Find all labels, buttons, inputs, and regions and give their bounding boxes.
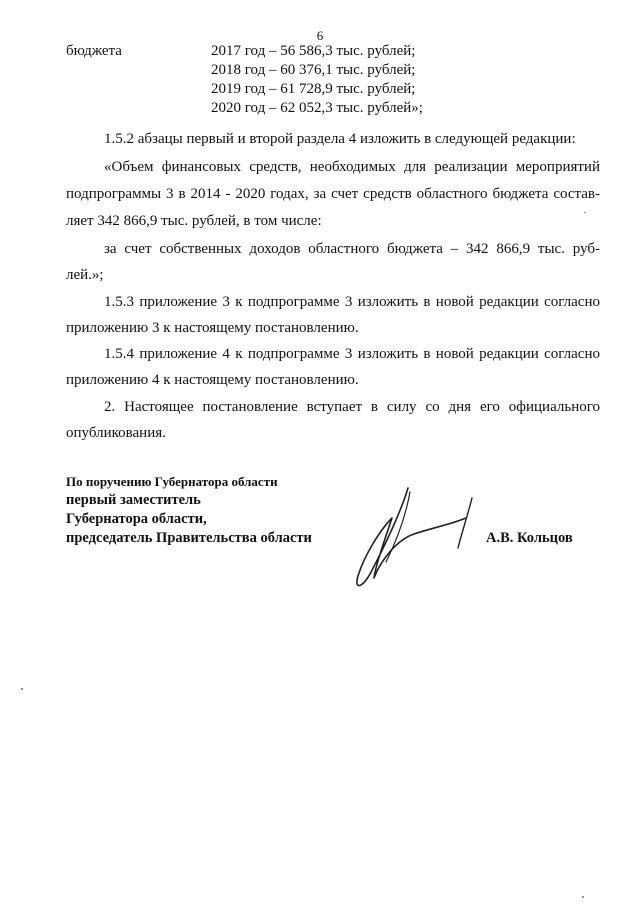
quote-line-3: ляет 342 866,9 тыс. рублей, в том числе: bbox=[66, 213, 322, 229]
quote-line-1: «Объем финансовых средств, необходимых для реализации мероприятий bbox=[104, 159, 600, 175]
paragraph-1-5-4-line-2: приложению 4 к настоящему постановлению. bbox=[66, 372, 359, 388]
scan-speck bbox=[582, 896, 584, 898]
scan-speck bbox=[21, 688, 23, 690]
paragraph-2-line-2: опубликования. bbox=[66, 425, 166, 441]
paragraph-1-5-2: 1.5.2 абзацы первый и второй раздела 4 изложить в следующей редакции: bbox=[104, 131, 576, 147]
page-number: 6 bbox=[316, 28, 324, 43]
budget-year-2018: 2018 год – 60 376,1 тыс. рублей; bbox=[211, 62, 416, 78]
signature-position-line-1: первый заместитель bbox=[66, 492, 201, 508]
signature-position-line-3: председатель Правительства области bbox=[66, 530, 312, 546]
own-revenue-line-2: лей.»; bbox=[66, 267, 104, 283]
signature-authority-line: По поручению Губернатора области bbox=[66, 474, 278, 489]
signature-position-line-2: Губернатора области, bbox=[66, 511, 207, 527]
quote-line-2: подпрограммы 3 в 2014 - 2020 годах, за счет средств областного бюджета состав- bbox=[66, 186, 600, 202]
own-revenue-line-1: за счет собственных доходов областного бюджета – 342 866,9 тыс. руб- bbox=[104, 241, 600, 257]
paragraph-1-5-3-line-2: приложению 3 к настоящему постановлению. bbox=[66, 320, 359, 336]
budget-year-2017: 2017 год – 56 586,3 тыс. рублей; bbox=[211, 43, 416, 59]
budget-year-2019: 2019 год – 61 728,9 тыс. рублей; bbox=[211, 81, 416, 97]
handwritten-signature bbox=[340, 478, 480, 598]
budget-year-2020: 2020 год – 62 052,3 тыс. рублей»; bbox=[211, 100, 423, 116]
paragraph-2-line-1: 2. Настоящее постановление вступает в силу со дня его официального bbox=[104, 399, 600, 415]
budget-label: бюджета bbox=[66, 43, 122, 59]
paragraph-1-5-4-line-1: 1.5.4 приложение 4 к подпрограмме 3 изложить в новой редакции согласно bbox=[104, 346, 600, 362]
signatory-name: А.В. Кольцов bbox=[486, 530, 573, 546]
paragraph-1-5-3-line-1: 1.5.3 приложение 3 к подпрограмме 3 изложить в новой редакции согласно bbox=[104, 294, 600, 310]
scan-speck bbox=[584, 212, 586, 213]
